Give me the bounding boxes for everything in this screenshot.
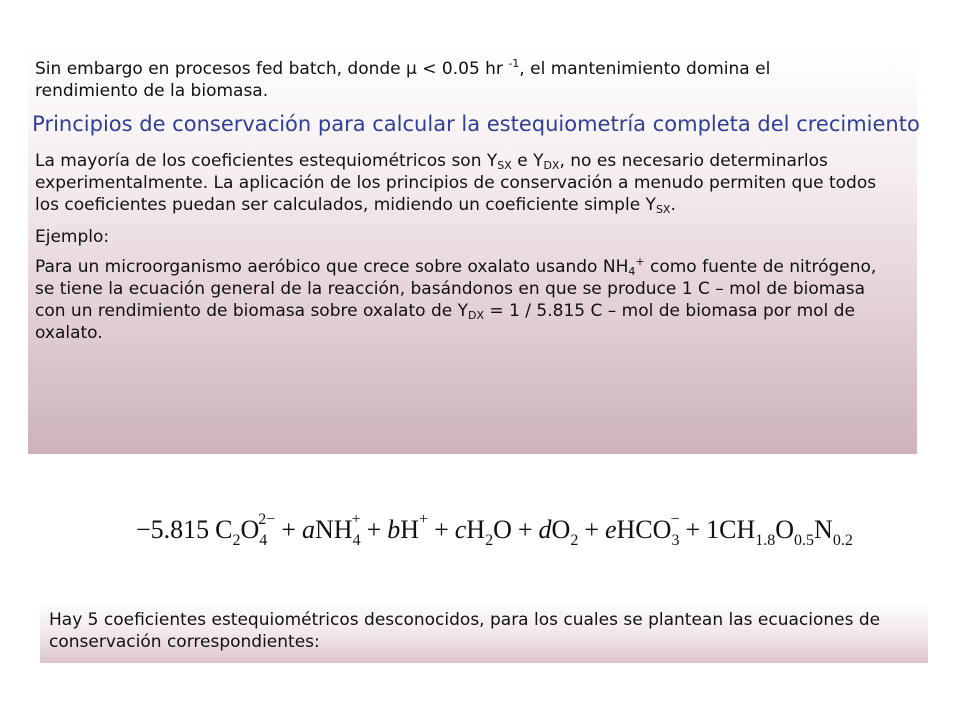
p2-text-d: . [670,195,676,215]
p2-subscript-1: SX [497,159,512,172]
top-text-panel [28,46,920,454]
example-label: Ejemplo: [35,227,110,247]
intro-paragraph [35,58,875,102]
coefficients-paragraph [35,150,895,216]
svg-text:−5.815C2O42−+aNH4++bH++cH2O+dO: −5.815 $C_2O_42- + aNH_4+ + bH^+ + cH_2O + dO_2$ + eHCO$_3$− + $1CH_{1.8}O_{0.5}N_{0.2}$ [136,511,853,549]
p4-text-b: como fuente de nitrógeno, se tiene la ecuación general de la reacción, basándonos en que se produce 1 C – mol de biomasa con un rendimiento de biomasa sobre oxalato de Y [35,257,877,321]
reaction-equation [128,494,853,564]
p4-text-a: Para un microorganismo aeróbico que crece sobre oxalato usando NH [35,257,629,277]
p4-subscript-2: DX [468,309,485,322]
unknown-coefficients-paragraph: Hay 5 coeficientes estequiométricos desconocidos, para los cuales se plantean las ecuaciones de conservación correspondientes: [49,610,881,652]
example-paragraph [35,256,895,344]
p2-text-a: La mayoría de los coeficientes estequiométricos son Y [35,151,498,171]
bottom-text-panel [40,601,928,663]
p2-subscript-2: DX [543,159,560,172]
p4-subscript: 4 [628,265,636,278]
p2-text-c: , no es necesario determinarlos experimentalmente. La aplicación de los principios de conservación a menudo permiten que todos los coeficientes puedan ser calculados, midiendo un coeficiente simple Y [35,151,877,215]
section-heading: Principios de conservación para calcular la estequiometría completa del crecimiento [32,112,920,136]
reaction-equation-svg [128,494,853,564]
p2-text-b: e Y [511,151,544,171]
intro-superscript: -1 [508,57,520,70]
p4-text-c: = 1 / 5.815 C – mol de biomasa por mol de oxalato. [35,301,855,343]
eq-main-coefficient: −5.815 [136,515,210,544]
p4-superscript: + [635,255,645,268]
intro-text-end: , el mantenimiento domina el rendimiento de la biomasa. [35,59,771,101]
intro-text: Sin embargo en procesos fed batch, donde μ < 0.05 hr [35,59,509,79]
p2-subscript-3: SX [655,203,671,216]
